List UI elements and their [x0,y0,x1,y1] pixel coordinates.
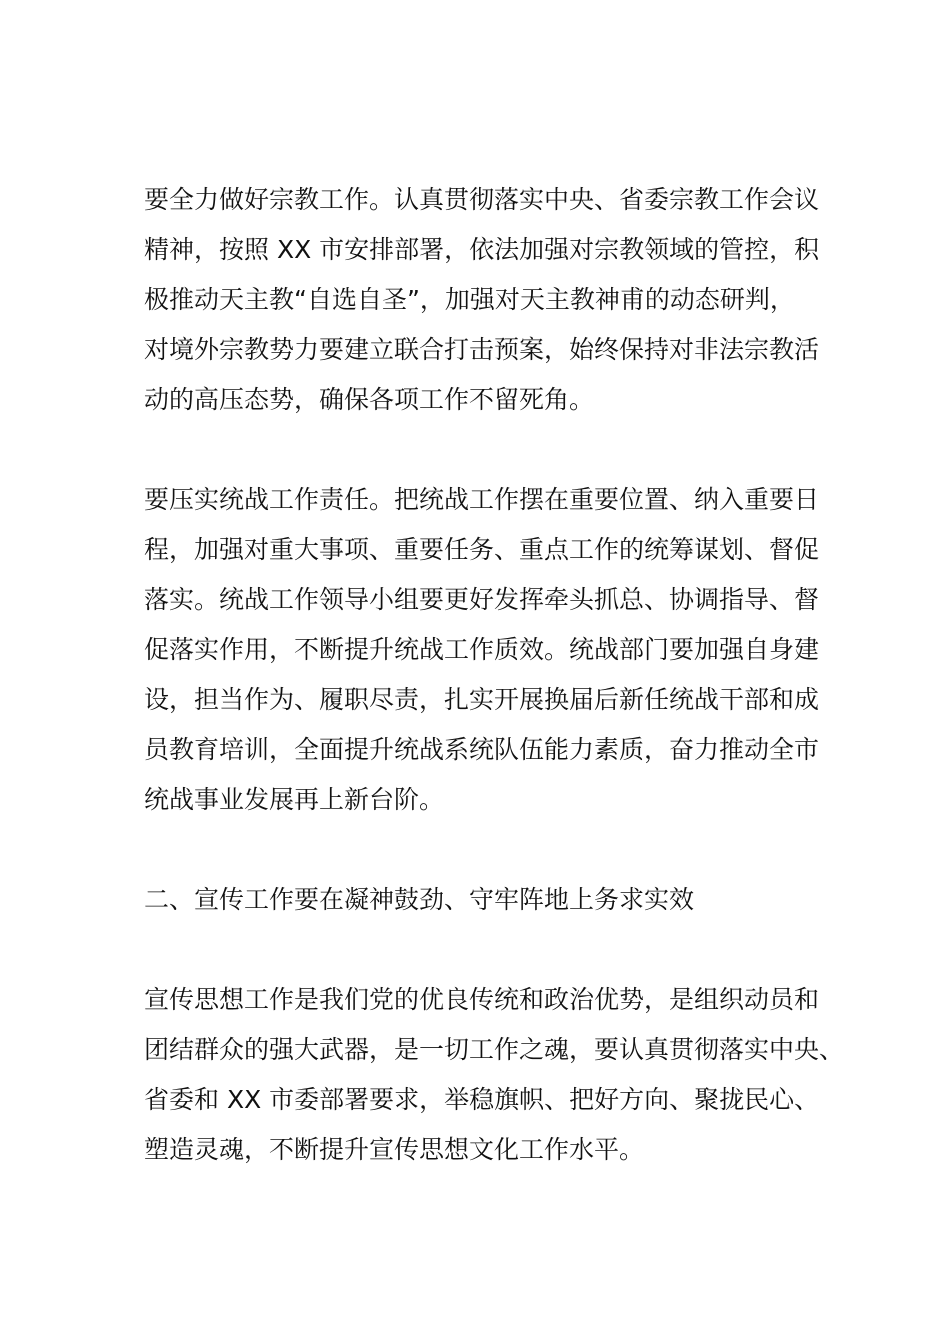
paragraph-spacer [144,925,809,975]
text-line: 宣传思想工作是我们党的优良传统和政治优势，是组织动员和 [144,985,820,1014]
text-line: 促落实作用，不断提升统战工作质效。统战部门要加强自身建 [144,635,820,664]
paragraph-spacer [144,425,809,475]
paragraph-united-front-responsibility [144,475,820,825]
text-line: 设，担当作为、履职尽责，扎实开展换届后新任统战干部和成 [144,685,820,714]
text-line: 省委和 XX 市委部署要求，举稳旗帜、把好方向、聚拢民心、 [144,1085,820,1114]
text-line: 对境外宗教势力要建立联合打击预案，始终保持对非法宗教活 [144,335,820,364]
text-line: 要全力做好宗教工作。认真贯彻落实中央、省委宗教工作会议 [144,185,820,214]
text-line: 团结群众的强大武器，是一切工作之魂，要认真贯彻落实中央、 [144,1035,845,1064]
paragraph-propaganda-work [144,975,845,1175]
heading-line: 二、宣传工作要在凝神鼓劲、守牢阵地上务求实效 [144,885,695,914]
text-line: 动的高压态势，确保各项工作不留死角。 [144,385,595,414]
document-body [144,175,845,1175]
text-line: 员教育培训，全面提升统战系统队伍能力素质，奋力推动全市 [144,735,820,764]
section-heading-propaganda [144,875,809,925]
text-line: 极推动天主教“自选自圣”，加强对天主教神甫的动态研判， [144,285,795,314]
text-line: 程，加强对重大事项、重要任务、重点工作的统筹谋划、督促 [144,535,820,564]
text-line: 塑造灵魂，不断提升宣传思想文化工作水平。 [144,1135,645,1164]
text-line: 落实。统战工作领导小组要更好发挥牵头抓总、协调指导、督 [144,585,820,614]
paragraph-spacer [144,825,809,875]
text-line: 要压实统战工作责任。把统战工作摆在重要位置、纳入重要日 [144,485,820,514]
paragraph-religion-work [144,175,820,425]
text-line: 精神，按照 XX 市安排部署，依法加强对宗教领域的管控，积 [144,235,820,264]
text-line: 统战事业发展再上新台阶。 [144,785,445,814]
